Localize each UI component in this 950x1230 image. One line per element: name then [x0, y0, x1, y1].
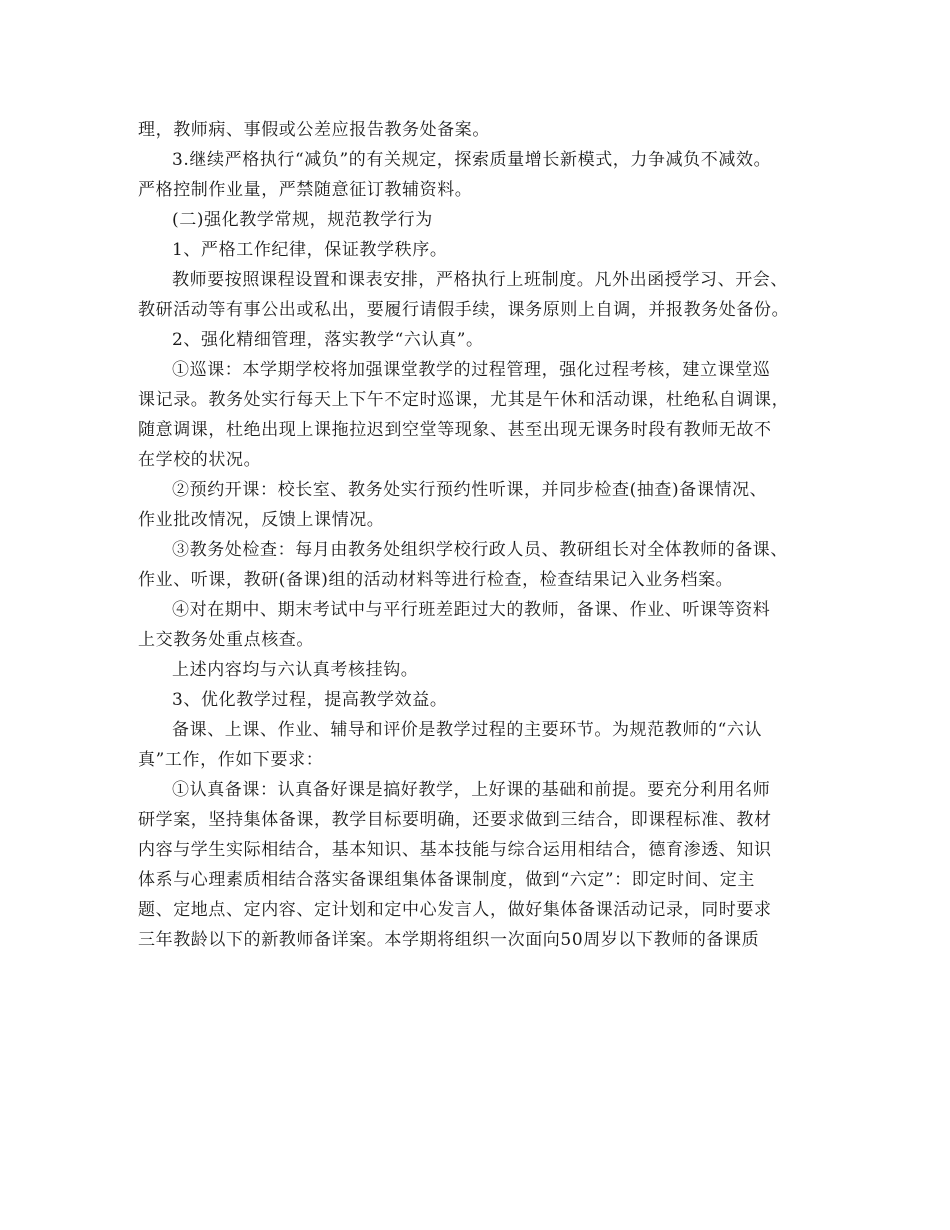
text-line: 2、强化精细管理，落实教学“六认真”。 [172, 330, 484, 350]
text-line: 研学案，坚持集体备课，教学目标要明确，还要求做到三结合，即课程标准、教材 [138, 810, 772, 830]
text-line: 1、严格工作纪律，保证教学秩序。 [172, 240, 448, 260]
text-line: (二)强化教学常规，规范教学行为 [172, 210, 433, 230]
text-line: ①巡课：本学期学校将加强课堂教学的过程管理，强化过程考核，建立课堂巡 [172, 360, 771, 380]
text-line: 严格控制作业量，严禁随意征订教辅资料。 [138, 180, 473, 200]
text-line: 教研活动等有事公出或私出，要履行请假手续，课务原则上自调，并报教务处备份。 [138, 300, 790, 320]
text-line: 真”工作，作如下要求： [138, 750, 324, 770]
text-line: 教师要按照课程设置和课表安排，严格执行上班制度。凡外出函授学习、开会、 [172, 270, 788, 290]
text-line: 上交教务处重点核查。 [138, 630, 314, 650]
text-line: 理，教师病、事假或公差应报告教务处备案。 [138, 120, 490, 140]
text-line: ①认真备课：认真备好课是搞好教学，上好课的基础和前提。要充分利用名师 [172, 780, 771, 800]
text-line: 备课、上课、作业、辅导和评价是教学过程的主要环节。为规范教师的“六认 [172, 720, 763, 740]
text-line: 作业、听课，教研(备课)组的活动材料等进行检查，检查结果记入业务档案。 [138, 570, 734, 590]
text-line: ②预约开课：校长室、教务处实行预约性听课，并同步检查(抽查)备课情况、 [172, 480, 768, 500]
text-line: 3.继续严格执行“减负”的有关规定，探索质量增长新模式，力争减负不减效。 [172, 150, 772, 170]
text-line: 课记录。教务处实行每天上下午不定时巡课，尤其是午休和活动课，杜绝私自调课， [138, 390, 790, 410]
document-body [138, 115, 828, 955]
text-line: 3、优化教学过程，提高教学效益。 [172, 690, 448, 710]
text-line: ④对在期中、期末考试中与平行班差距过大的教师，备课、作业、听课等资料 [172, 600, 771, 620]
text-line: 随意调课，杜绝出现上课拖拉迟到空堂等现象、甚至出现无课务时段有教师无故不 [138, 420, 772, 440]
text-line: 体系与心理素质相结合落实备课组集体备课制度，做到“六定”：即定时间、定主 [138, 870, 755, 890]
text-line: ③教务处检查：每月由教务处组织学校行政人员、教研组长对全体教师的备课、 [172, 540, 788, 560]
text-line: 在学校的状况。 [138, 450, 262, 470]
text-line: 作业批改情况，反馈上课情况。 [138, 510, 385, 530]
text-line: 内容与学生实际相结合，基本知识、基本技能与综合运用相结合，德育渗透、知识 [138, 840, 772, 860]
text-line: 上述内容均与六认真考核挂钩。 [172, 660, 419, 680]
text-line: 三年教龄以下的新教师备详案。本学期将组织一次面向50周岁以下教师的备课质 [138, 930, 760, 950]
text-line: 题、定地点、定内容、定计划和定中心发言人，做好集体备课活动记录，同时要求 [138, 900, 772, 920]
